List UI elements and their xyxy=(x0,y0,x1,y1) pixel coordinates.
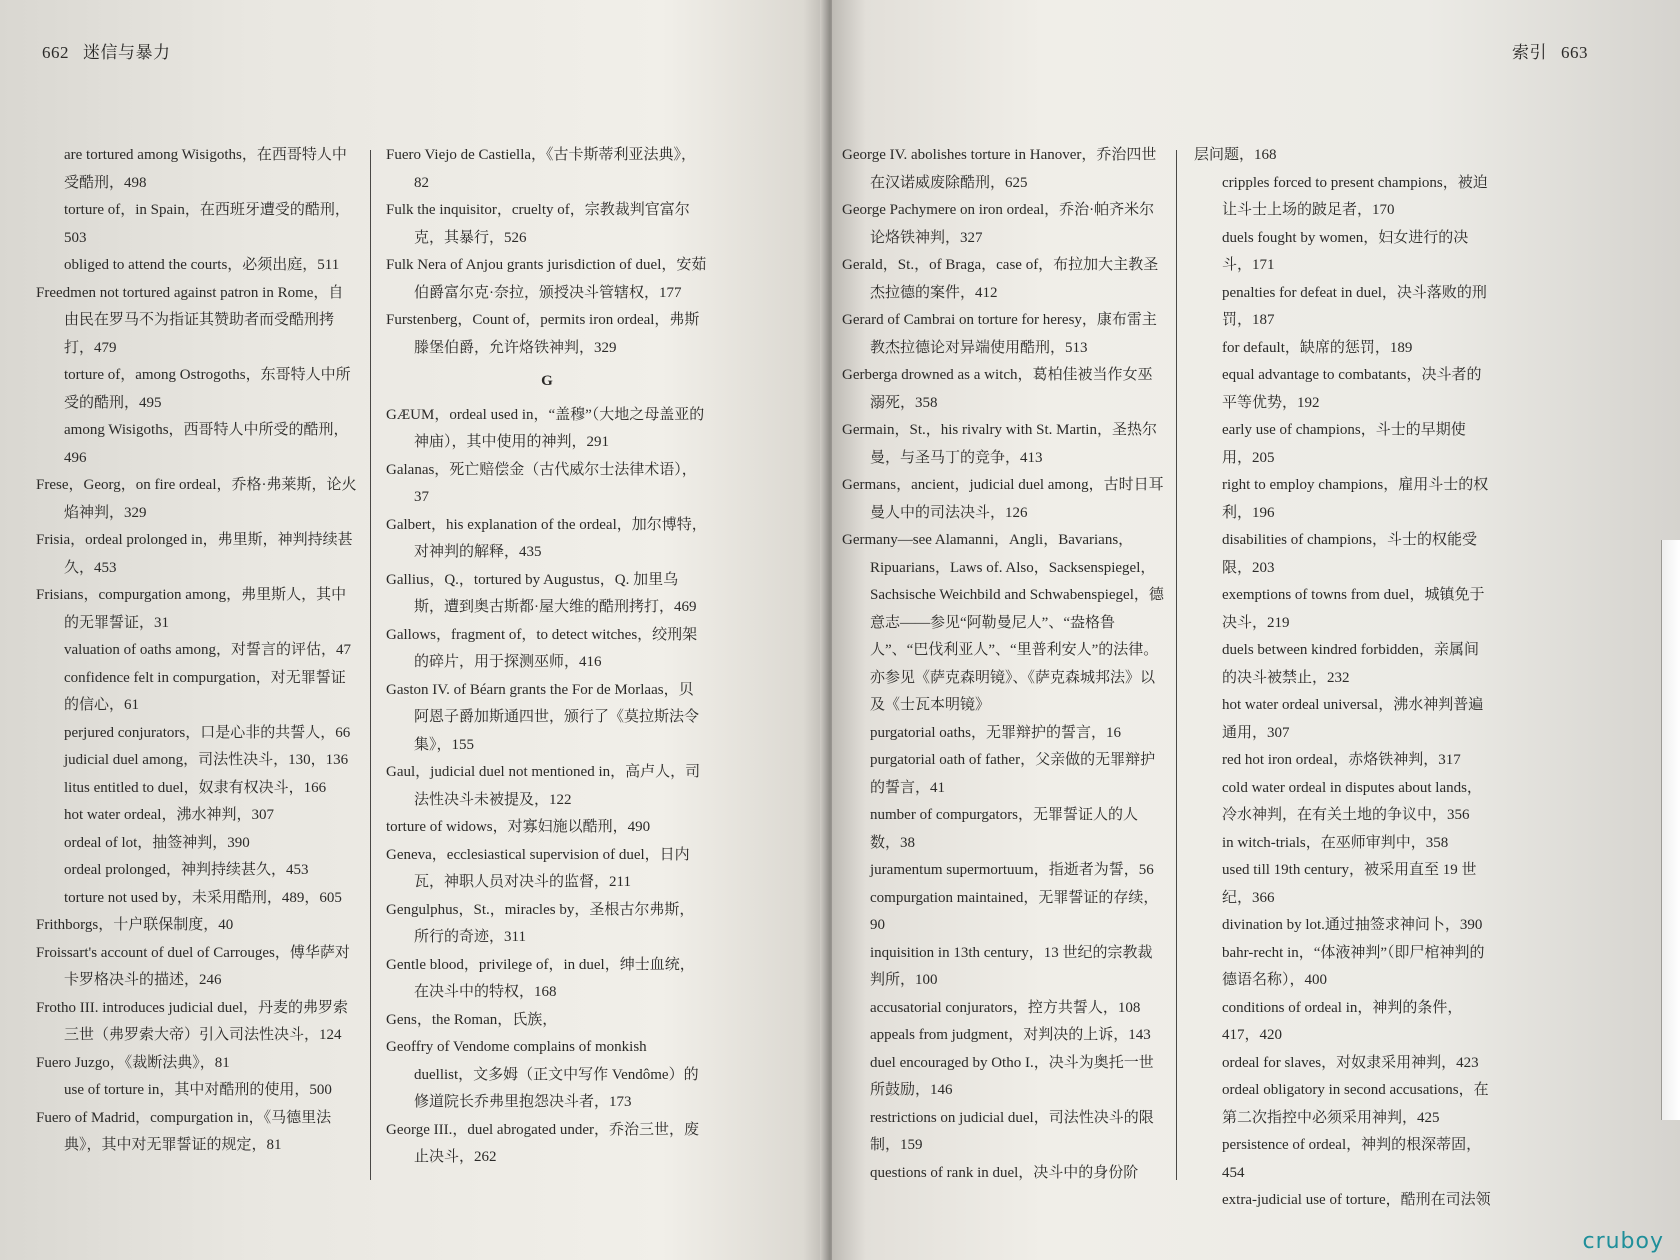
index-entry: for default，缺席的惩罚，189 xyxy=(1222,339,1413,356)
index-entry: juramentum supermortuum，指逝者为誓，56 xyxy=(870,862,1154,878)
index-entry: equal advantage to combatants，决斗者的平等优势，192 xyxy=(1222,367,1482,411)
index-entry: valuation of oaths among，对誓言的评估，47 xyxy=(64,642,352,658)
index-entry: Fuero of Madrid，compurgation in，《马德里法典》，其中对无罪誓证的规定，81 xyxy=(36,1109,332,1153)
right-page-title: 索引 xyxy=(1512,43,1547,62)
index-entry: torture not used by，未采用酷刑，489，605 xyxy=(64,889,342,906)
index-entry: duels fought by women，妇女进行的决斗，171 xyxy=(1222,229,1469,273)
right-column-divider xyxy=(1176,150,1177,1180)
index-entry: 层问题，168 xyxy=(1194,147,1277,163)
index-entry: Gallius，Q.，tortured by Augustus，Q. 加里乌斯，遭到奥古斯都·屋大维的酷刑拷打，469 xyxy=(386,571,697,615)
left-page xyxy=(0,0,828,1260)
right-page-number: 663 xyxy=(1561,43,1588,62)
index-entry: duels between kindred forbidden，亲属间的决斗被禁止，232 xyxy=(1222,642,1480,686)
index-section-letter: G xyxy=(541,373,553,389)
index-entry: Gallows，fragment of，to detect witches，绞刑架的碎片，用于探测巫师，416 xyxy=(386,626,698,670)
index-entry: ordeal obligatory in second accusations，在第二次指控中必须采用神判，425 xyxy=(1222,1082,1489,1126)
index-entry: restrictions on judicial duel，司法性决斗的限制，159 xyxy=(870,1109,1154,1153)
index-entry: early use of champions，斗士的早期使用，205 xyxy=(1222,422,1466,466)
right-page xyxy=(832,0,1680,1260)
index-entry: number of compurgators，无罪誓证人的人数，38 xyxy=(870,807,1139,851)
index-entry: purgatorial oath of father，父亲做的无罪辩护的誓言，41 xyxy=(870,752,1156,796)
index-entry: Geoffry of Vendome complains of monkish duellist，文多姆（正文中写作 Vendôme）的修道院长乔弗里抱怨决斗者，173 xyxy=(386,1039,699,1110)
left-running-head xyxy=(42,38,171,63)
index-entry: Frisians，compurgation among，弗里斯人，其中的无罪誓证，31 xyxy=(36,587,347,631)
index-entry: Gaston IV. of Béarn grants the For de Morlaas，贝阿恩子爵加斯通四世，颁行了《莫拉斯法令集》，155 xyxy=(386,681,700,753)
left-page-number: 662 xyxy=(42,43,69,62)
index-entry: ordeal prolonged，神判持续甚久，453 xyxy=(64,862,309,878)
index-entry: Frotho III. introduces judicial duel，丹麦的弗罗索三世（弗罗索大帝）引入司法性决斗，124 xyxy=(36,999,349,1043)
index-entry: Galanas，死亡赔偿金（古代威尔士法律术语），37 xyxy=(386,461,697,505)
index-entry: hot water ordeal universal，沸水神判普遍通用，307 xyxy=(1222,697,1484,741)
index-entry: Gerberga drowned as a witch，葛柏佳被当作女巫溺死，358 xyxy=(842,367,1153,411)
index-entry: inquisition in 13th century，13 世纪的宗教裁判所，100 xyxy=(870,944,1153,988)
index-entry: extra-judicial use of torture，酷刑在司法领 xyxy=(1222,1192,1491,1208)
index-entry: Frisia，ordeal prolonged in，弗里斯，神判持续甚久，453 xyxy=(36,532,353,576)
index-entry: red hot iron ordeal，赤烙铁神判，317 xyxy=(1222,752,1461,768)
index-entry: Gens，the Roman，氏族， xyxy=(386,1011,558,1028)
index-entry: Fuero Viejo de Castiella，《古卡斯蒂利亚法典》，82 xyxy=(386,147,697,191)
left-index-column-1 xyxy=(36,142,358,1160)
index-entry: George IV. abolishes torture in Hanover，乔治四世在汉诺威废除酷刑，625 xyxy=(842,147,1157,191)
index-entry: George Pachymere on iron ordeal，乔治·帕齐米尔论烙铁神判，327 xyxy=(842,202,1155,246)
index-entry: disabilities of champions，斗士的权能受限，203 xyxy=(1222,532,1477,576)
index-entry: cripples forced to present champions，被迫让斗士上场的跛足者，170 xyxy=(1222,174,1488,218)
index-entry: torture of，in Spain，在西班牙遭受的酷刑，503 xyxy=(64,202,350,246)
index-entry: perjured conjurators，口是心非的共誓人，66 xyxy=(64,724,351,741)
index-entry: purgatorial oaths，无罪辩护的誓言，16 xyxy=(870,724,1121,741)
index-entry: Gerald，St.，of Braga，case of，布拉加大主教圣杰拉德的案件，412 xyxy=(842,257,1159,301)
index-entry: divination by lot.通过抽签求神问卜，390 xyxy=(1222,917,1483,933)
index-entry: persistence of ordeal，神判的根深蒂固，454 xyxy=(1222,1137,1482,1181)
index-entry: GÆUM，ordeal used in，“盖穆”（大地之母盖亚的神庙），其中使用的神判，291 xyxy=(386,406,705,450)
index-entry: Germany—see Alamanni，Angli，Bavarians，Ripuarians，Laws of. Also，Sacksenspiegel，Sachsische Weichbild and Schwabenspiegel，德意志——参见“阿勒曼尼人”、“盎格鲁人”、“巴伐利亚人”、“里普利安人”的法律。亦参见《萨克森明镜》、《萨克森城邦法》以及《士瓦本明镜》 xyxy=(842,532,1164,713)
index-entry: Geneva，ecclesiastical supervision of duel，日内瓦，神职人员对决斗的监督，211 xyxy=(386,846,690,890)
index-entry: Fulk Nera of Anjou grants jurisdiction of duel，安茹伯爵富尔克·奈拉，颁授决斗管辖权，177 xyxy=(386,257,707,301)
index-entry: exemptions of towns from duel，城镇免于决斗，219 xyxy=(1222,587,1485,631)
index-entry: ordeal for slaves，对奴隶采用神判，423 xyxy=(1222,1054,1479,1071)
index-entry: ordeal of lot，抽签神判，390 xyxy=(64,834,250,851)
index-entry: obliged to attend the courts，必须出庭，511 xyxy=(64,257,340,273)
left-column-divider xyxy=(370,150,371,1180)
index-entry: Galbert，his explanation of the ordeal，加尔博特，对神判的解释，435 xyxy=(386,516,707,560)
index-entry: Fuero Juzgo，《裁断法典》，81 xyxy=(36,1054,230,1071)
index-entry: use of torture in，其中对酷刑的使用，500 xyxy=(64,1082,332,1098)
index-entry: Frithborgs，十户联保制度，40 xyxy=(36,917,234,933)
right-running-head xyxy=(1512,38,1588,63)
index-entry: in witch-trials，在巫师审判中，358 xyxy=(1222,834,1449,851)
watermark: cruboy xyxy=(1582,1229,1664,1254)
index-entry: Froissart's account of duel of Carrouges，傅华萨对卡罗格决斗的描述，246 xyxy=(36,944,350,988)
index-entry: torture of，among Ostrogoths，东哥特人中所受的酷刑，495 xyxy=(64,367,351,411)
right-index-column-1 xyxy=(842,142,1164,1187)
left-page-title: 迷信与暴力 xyxy=(83,43,171,62)
index-entry: used till 19th century，被采用直至 19 世纪，366 xyxy=(1222,862,1477,906)
index-entry: Germain，St.，his rivalry with St. Martin，圣热尔曼，与圣马丁的竞争，413 xyxy=(842,422,1157,466)
index-entry: Fulk the inquisitor，cruelty of，宗教裁判官富尔克，其暴行，526 xyxy=(386,202,690,246)
scanner-edge xyxy=(1661,540,1680,1120)
index-entry: bahr-recht in，“体液神判”（即尸棺神判的德语名称），400 xyxy=(1222,944,1485,988)
index-entry: Furstenberg，Count of，permits iron ordeal，弗斯滕堡伯爵，允许烙铁神判，329 xyxy=(386,312,700,356)
index-entry: cold water ordeal in disputes about lands，冷水神判，在有关土地的争议中，356 xyxy=(1222,779,1482,823)
index-entry: conditions of ordeal in，神判的条件，417，420 xyxy=(1222,999,1463,1043)
index-entry: Gentle blood，privilege of，in duel，绅士血统，在决斗中的特权，168 xyxy=(386,956,695,1000)
index-entry: hot water ordeal，沸水神判，307 xyxy=(64,807,274,823)
index-entry: penalties for defeat in duel，决斗落败的刑罚，187 xyxy=(1222,284,1487,328)
index-entry: among Wisigoths，西哥特人中所受的酷刑，496 xyxy=(64,422,349,466)
index-entry: Germans，ancient，judicial duel among，古时日耳曼人中的司法决斗，126 xyxy=(842,477,1164,521)
index-entry: judicial duel among，司法性决斗，130，136 xyxy=(64,752,349,768)
index-entry: Frese，Georg，on fire ordeal，乔格·弗莱斯，论火焰神判，329 xyxy=(36,477,357,521)
index-entry: Gaul，judicial duel not mentioned in，高卢人，司法性决斗未被提及，122 xyxy=(386,764,701,808)
index-entry: Freedmen not tortured against patron in Rome，自由民在罗马不为指证其赞助者而受酷刑拷打，479 xyxy=(36,284,344,356)
index-entry: torture of widows，对寡妇施以酷刑，490 xyxy=(386,819,651,835)
index-entry: Gerard of Cambrai on torture for heresy，康布雷主教杰拉德论对异端使用酷刑，513 xyxy=(842,312,1157,356)
index-entry: duel encouraged by Otho I.，决斗为奥托一世所鼓励，146 xyxy=(870,1054,1154,1098)
index-entry: appeals from judgment，对判决的上诉，143 xyxy=(870,1027,1151,1043)
index-entry: accusatorial conjurators，控方共誓人，108 xyxy=(870,999,1141,1016)
left-index-column-2 xyxy=(386,142,708,1172)
index-entry: Gengulphus，St.，miracles by，圣根古尔弗斯，所行的奇迹，311 xyxy=(386,901,695,945)
index-entry: compurgation maintained，无罪誓证的存续，90 xyxy=(870,889,1159,933)
index-entry: are tortured among Wisigoths，在西哥特人中受酷刑，498 xyxy=(64,147,347,191)
index-entry: George III.，duel abrogated under，乔治三世，废止决斗，262 xyxy=(386,1121,699,1165)
index-entry: confidence felt in compurgation，对无罪誓证的信心，61 xyxy=(64,669,346,713)
index-entry: right to employ champions，雇用斗士的权利，196 xyxy=(1222,477,1489,521)
index-entry: questions of rank in duel，决斗中的身份阶 xyxy=(870,1164,1139,1181)
right-index-column-2 xyxy=(1194,142,1494,1215)
index-entry: litus entitled to duel，奴隶有权决斗，166 xyxy=(64,779,327,796)
